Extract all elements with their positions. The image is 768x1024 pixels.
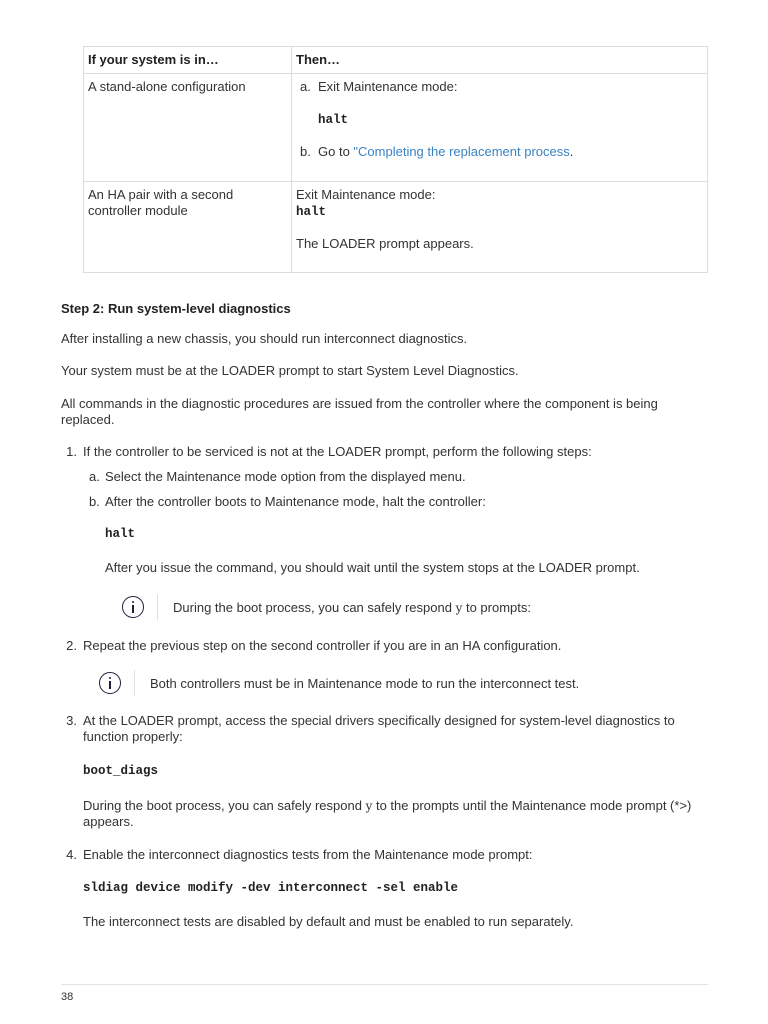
- list-item-3-text: At the LOADER prompt, access the special drivers specifically designed for system-level diagnostics to function properly:: [83, 713, 675, 744]
- item3-after-suffix: to the prompts until the Maintenance mode prompt (*>) appears.: [83, 798, 692, 829]
- sub-item-b-text: After the controller boots to Maintenance mode, halt the controller:: [105, 494, 486, 509]
- table-header-row: [84, 47, 708, 74]
- item3-after-text: [83, 798, 708, 830]
- row1-step-b-marker: b.: [300, 144, 311, 159]
- decision-table: [83, 46, 708, 273]
- intro-paragraph-1: After installing a new chassis, you should run interconnect diagnostics.: [61, 331, 468, 346]
- note-boot-process: [122, 594, 531, 620]
- row1-halt-command: halt: [318, 113, 349, 127]
- row2-text: Exit Maintenance mode:: [296, 187, 436, 202]
- note-maintenance-mode-text: Both controllers must be in Maintenance mode to run the interconnect test.: [150, 675, 580, 691]
- item1-halt-command: halt: [105, 527, 136, 541]
- intro-paragraph-2: Your system must be at the LOADER prompt to start System Level Diagnostics.: [61, 363, 519, 378]
- sub-item-b-marker: b.: [89, 494, 100, 509]
- list-item-2-number: 2.: [66, 638, 77, 653]
- table-row: [84, 74, 708, 182]
- table-header-condition: If your system is in…: [84, 47, 292, 74]
- row1-condition: A stand-alone configuration: [84, 74, 292, 182]
- sub-item-a-marker: a.: [89, 469, 100, 484]
- note-maintenance-mode: [99, 670, 579, 696]
- item3-after-prefix: During the boot process, you can safely respond: [83, 798, 366, 813]
- row2-condition: An HA pair with a second controller module: [84, 182, 292, 273]
- list-item-3-number: 3.: [66, 713, 77, 728]
- list-item-4-number: 4.: [66, 847, 77, 862]
- row1-actions: [292, 74, 708, 182]
- note-text-suffix: to prompts:: [462, 599, 531, 615]
- list-item-1-text: If the controller to be serviced is not at the LOADER prompt, perform the following steps:: [83, 444, 592, 459]
- list-item-2-text: Repeat the previous step on the second controller if you are in an HA configuration.: [83, 638, 562, 653]
- footer-divider: [61, 984, 708, 985]
- row2-result: The LOADER prompt appears.: [296, 236, 474, 251]
- row1-step-a-marker: a.: [300, 79, 311, 94]
- note-divider: [157, 594, 158, 620]
- boot-diags-command: boot_diags: [83, 764, 159, 778]
- page-number: 38: [61, 991, 74, 1003]
- row1-step-a-text: Exit Maintenance mode:: [318, 79, 458, 94]
- row2-halt-command: halt: [296, 205, 327, 219]
- table-row: [84, 182, 708, 273]
- completing-replacement-link[interactable]: "Completing the replacement process: [353, 144, 570, 159]
- row2-actions: [292, 182, 708, 273]
- row1-step-b-text: [318, 144, 573, 160]
- note-text-prefix: During the boot process, you can safely respond: [173, 599, 456, 615]
- note-divider: [134, 670, 135, 696]
- table-header-action: Then…: [292, 47, 708, 74]
- list-item-1-number: 1.: [66, 444, 77, 459]
- note-code-y: y: [455, 600, 463, 615]
- item3-code-y: y: [365, 799, 373, 813]
- info-icon: [122, 596, 144, 618]
- item4-after-text: The interconnect tests are disabled by default and must be enabled to run separately.: [83, 914, 574, 929]
- info-icon: [99, 672, 121, 694]
- item1-after-text: After you issue the command, you should wait until the system stops at the LOADER prompt.: [105, 560, 640, 575]
- list-item-4-text: Enable the interconnect diagnostics tests from the Maintenance mode prompt:: [83, 847, 533, 862]
- row1-step-b-suffix: .: [569, 144, 574, 159]
- row1-step-b-prefix: Go to: [318, 144, 354, 159]
- sub-item-a-text: Select the Maintenance mode option from the displayed menu.: [105, 469, 466, 484]
- step2-heading: Step 2: Run system-level diagnostics: [61, 301, 291, 316]
- sldiag-command: sldiag device modify -dev interconnect -sel enable: [83, 881, 459, 895]
- intro-paragraph-3: All commands in the diagnostic procedures are issued from the controller where the component is being replaced.: [61, 396, 658, 427]
- note-boot-process-text: [173, 600, 531, 615]
